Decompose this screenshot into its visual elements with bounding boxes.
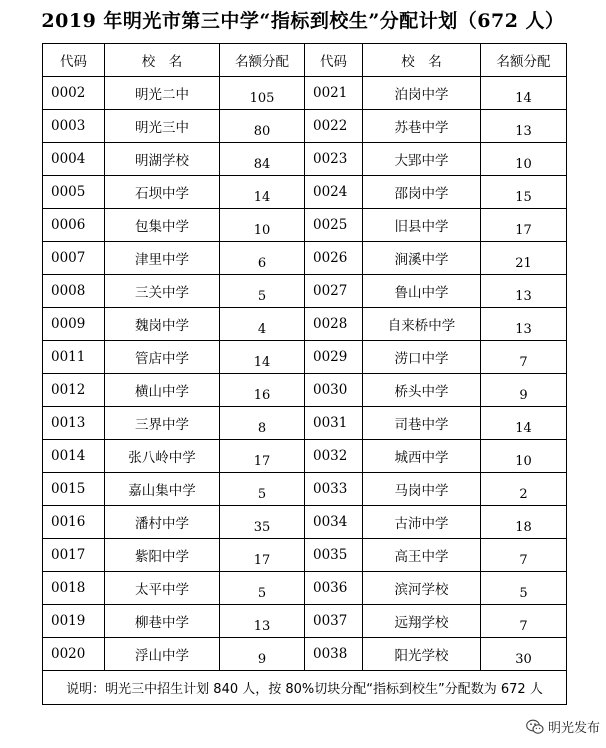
school-code: 0027 <box>305 275 363 308</box>
quota-value: 7 <box>519 553 528 568</box>
quota-value: 8 <box>257 421 267 436</box>
table-header-row <box>43 44 567 77</box>
quota-value-cell <box>220 143 305 176</box>
table-row <box>43 176 567 209</box>
quota-value-cell <box>220 308 305 341</box>
school-code: 0026 <box>305 242 363 275</box>
school-name: 马岗中学 <box>363 473 481 506</box>
school-code: 0029 <box>305 341 363 374</box>
quota-value-cell <box>481 209 567 242</box>
school-name: 津里中学 <box>105 242 220 275</box>
quota-value: 16 <box>253 388 271 403</box>
quota-value: 9 <box>519 388 528 403</box>
quota-value-cell <box>481 407 567 440</box>
school-code: 0031 <box>305 407 363 440</box>
school-name: 自来桥中学 <box>363 308 481 341</box>
school-name: 司巷中学 <box>363 407 481 440</box>
table-row <box>43 605 567 638</box>
quota-value-cell <box>220 605 305 638</box>
table-row <box>43 407 567 440</box>
table-row <box>43 539 567 572</box>
school-name: 潘村中学 <box>105 506 220 539</box>
quota-value: 14 <box>515 91 532 106</box>
note-row <box>43 671 567 705</box>
school-name: 三关中学 <box>105 275 220 308</box>
school-name: 嘉山集中学 <box>105 473 220 506</box>
quota-value-cell <box>481 77 567 110</box>
header-quota-2: 名额分配 <box>481 44 567 77</box>
quota-value: 35 <box>253 520 271 535</box>
header-school: 校 名 <box>105 44 220 77</box>
quota-value-cell <box>481 539 567 572</box>
school-code: 0022 <box>305 110 363 143</box>
quota-table <box>42 43 567 705</box>
header-school-2: 校 名 <box>363 44 481 77</box>
school-name: 邵岗中学 <box>363 176 481 209</box>
school-name: 城西中学 <box>363 440 481 473</box>
note-text: 说明：明光三中招生计划 840 人，按 80%切块分配“指标到校生”分配数为 672 人 <box>43 671 567 705</box>
quota-value-cell <box>481 242 567 275</box>
school-name: 泊岗中学 <box>363 77 481 110</box>
school-code: 0006 <box>43 209 105 242</box>
quota-value-cell <box>481 308 567 341</box>
quota-value-cell <box>220 407 305 440</box>
quota-value: 2 <box>519 487 528 502</box>
quota-value: 5 <box>257 586 267 601</box>
school-name: 浮山中学 <box>105 638 220 671</box>
table-row <box>43 473 567 506</box>
school-name: 紫阳中学 <box>105 539 220 572</box>
quota-value-cell <box>481 374 567 407</box>
wechat-icon <box>526 719 544 735</box>
table-row <box>43 440 567 473</box>
school-name: 明湖学校 <box>105 143 220 176</box>
quota-value: 5 <box>257 289 267 304</box>
header-quota: 名额分配 <box>220 44 305 77</box>
quota-value: 4 <box>257 322 267 337</box>
quota-value-cell <box>481 506 567 539</box>
quota-value: 15 <box>515 190 532 205</box>
quota-value-cell <box>220 77 305 110</box>
quota-value-cell <box>481 440 567 473</box>
quota-value: 84 <box>253 157 271 172</box>
school-code: 0007 <box>43 242 105 275</box>
quota-value: 13 <box>253 619 271 634</box>
quota-value: 14 <box>253 355 271 370</box>
quota-value-cell <box>220 242 305 275</box>
school-name: 涝口中学 <box>363 341 481 374</box>
quota-value: 17 <box>253 553 271 568</box>
school-name: 管店中学 <box>105 341 220 374</box>
quota-value-cell <box>220 374 305 407</box>
quota-value: 5 <box>257 487 267 502</box>
quota-value-cell <box>220 473 305 506</box>
quota-value-cell <box>481 572 567 605</box>
table-row <box>43 242 567 275</box>
table-row <box>43 209 567 242</box>
school-code: 0036 <box>305 572 363 605</box>
quota-value-cell <box>220 539 305 572</box>
school-code: 0019 <box>43 605 105 638</box>
quota-value: 5 <box>519 586 528 601</box>
school-name: 石坝中学 <box>105 176 220 209</box>
school-name: 魏岗中学 <box>105 308 220 341</box>
school-code: 0014 <box>43 440 105 473</box>
watermark <box>526 717 600 736</box>
table-row <box>43 572 567 605</box>
school-code: 0025 <box>305 209 363 242</box>
quota-value-cell <box>481 176 567 209</box>
school-code: 0030 <box>305 374 363 407</box>
quota-value-cell <box>220 209 305 242</box>
school-code: 0002 <box>43 77 105 110</box>
school-name: 鲁山中学 <box>363 275 481 308</box>
quota-value-cell <box>220 572 305 605</box>
quota-value-cell <box>220 275 305 308</box>
quota-value: 13 <box>515 322 532 337</box>
quota-value: 7 <box>519 355 528 370</box>
quota-value-cell <box>220 506 305 539</box>
quota-value-cell <box>220 341 305 374</box>
school-code: 0037 <box>305 605 363 638</box>
quota-value: 9 <box>257 652 267 667</box>
school-code: 0032 <box>305 440 363 473</box>
quota-value-cell <box>481 341 567 374</box>
school-name: 旧县中学 <box>363 209 481 242</box>
school-code: 0009 <box>43 308 105 341</box>
quota-value: 13 <box>515 124 532 139</box>
school-code: 0011 <box>43 341 105 374</box>
school-code: 0017 <box>43 539 105 572</box>
school-code: 0012 <box>43 374 105 407</box>
table-row <box>43 308 567 341</box>
page-title: 2019 年明光市第三中学“指标到校生”分配计划（672 人） <box>41 10 565 32</box>
school-name: 张八岭中学 <box>105 440 220 473</box>
school-code: 0018 <box>43 572 105 605</box>
table-row <box>43 110 567 143</box>
school-name: 横山中学 <box>105 374 220 407</box>
quota-value-cell <box>481 638 567 671</box>
school-code: 0008 <box>43 275 105 308</box>
quota-value: 30 <box>515 652 532 667</box>
school-name: 苏巷中学 <box>363 110 481 143</box>
quota-value-cell <box>220 176 305 209</box>
school-code: 0024 <box>305 176 363 209</box>
table-row <box>43 77 567 110</box>
school-code: 0004 <box>43 143 105 176</box>
school-name: 包集中学 <box>105 209 220 242</box>
quota-value: 21 <box>515 256 532 271</box>
school-code: 0033 <box>305 473 363 506</box>
school-code: 0016 <box>43 506 105 539</box>
school-code: 0015 <box>43 473 105 506</box>
quota-value-cell <box>220 110 305 143</box>
quota-value: 7 <box>519 619 528 634</box>
quota-value: 6 <box>257 256 267 271</box>
quota-value: 105 <box>249 91 275 106</box>
table-row <box>43 341 567 374</box>
school-code: 0028 <box>305 308 363 341</box>
school-name: 阳光学校 <box>363 638 481 671</box>
school-code: 0021 <box>305 77 363 110</box>
school-name: 滨河学校 <box>363 572 481 605</box>
header-code-2: 代码 <box>305 44 363 77</box>
school-name: 涧溪中学 <box>363 242 481 275</box>
school-name: 三界中学 <box>105 407 220 440</box>
table-row <box>43 638 567 671</box>
quota-value-cell <box>481 143 567 176</box>
school-code: 0034 <box>305 506 363 539</box>
school-code: 0005 <box>43 176 105 209</box>
quota-value: 17 <box>515 223 532 238</box>
quota-value-cell <box>220 638 305 671</box>
quota-value: 18 <box>515 520 532 535</box>
school-name: 明光二中 <box>105 77 220 110</box>
table-row <box>43 506 567 539</box>
quota-value-cell <box>481 275 567 308</box>
school-name: 太平中学 <box>105 572 220 605</box>
school-code: 0013 <box>43 407 105 440</box>
school-name: 远翔学校 <box>363 605 481 638</box>
school-name: 柳巷中学 <box>105 605 220 638</box>
school-code: 0038 <box>305 638 363 671</box>
school-name: 大郢中学 <box>363 143 481 176</box>
quota-value: 14 <box>515 421 532 436</box>
school-code: 0023 <box>305 143 363 176</box>
quota-value-cell <box>220 440 305 473</box>
table-row <box>43 275 567 308</box>
quota-value: 14 <box>253 190 271 205</box>
header-code: 代码 <box>43 44 105 77</box>
quota-value: 10 <box>515 157 532 172</box>
quota-value-cell <box>481 605 567 638</box>
watermark-text: 明光发布 <box>547 721 600 736</box>
quota-value: 17 <box>253 454 271 469</box>
school-name: 古沛中学 <box>363 506 481 539</box>
quota-value-cell <box>481 473 567 506</box>
quota-value: 80 <box>253 124 271 139</box>
quota-value: 10 <box>515 454 532 469</box>
quota-value: 13 <box>515 289 532 304</box>
quota-value-cell <box>481 110 567 143</box>
quota-value: 10 <box>253 223 271 238</box>
school-code: 0020 <box>43 638 105 671</box>
school-name: 桥头中学 <box>363 374 481 407</box>
school-name: 高王中学 <box>363 539 481 572</box>
school-name: 明光三中 <box>105 110 220 143</box>
school-code: 0035 <box>305 539 363 572</box>
table-row <box>43 374 567 407</box>
table-row <box>43 143 567 176</box>
school-code: 0003 <box>43 110 105 143</box>
